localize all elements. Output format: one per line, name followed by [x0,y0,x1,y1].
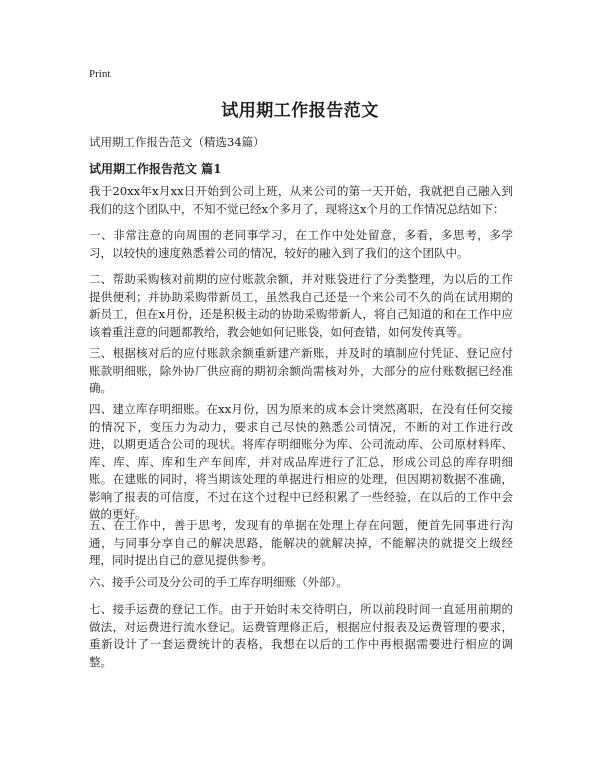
paragraph-6: 六、接手公司及分公司的手工库存明细账（外部）。 [89,575,348,589]
section-heading: 试用期工作报告范文 篇1 [89,162,222,176]
paragraph-1: 一、非常注意的向周围的老同事学习，在工作中处处留意，多看，多思考，多学习，以较快的速度熟悉着公司的情况，较好的融入到了我们的这个团队中。 [89,228,513,260]
print-link[interactable]: Print [89,68,111,80]
paragraph-3: 三、根据核对后的应付账款余额重新建产新账，并及时的填制应付凭证、登记应付账款明细账，除外协厂供应商的期初余额尚需核对外，大部分的应付账数据已经准确。 [89,346,513,395]
paragraph-4: 四、建立库存明细账。在xx月份，因为原来的成本会计突然离职，在没有任何交接的情况下，变压力为动力，要求自己尽快的熟悉公司情况，不断的对工作进行改进，以期更适合公司的现状。将库存明细账分为库、公司流动库、公司原材料库、库、库、库、库和生产车间库，并对成品库进行了汇总，形成公司总的库存明细账。在建账的同时，将当期该处理的单据进行相应的处理，但因期初数据不准确，影响了报表的可信度，不过在这个过程中已经积累了一些经验，在以后的工作中会做的更好。 [89,402,513,521]
paragraph-intro: 我于20xx年x月xx日开始到公司上班，从来公司的第一天开始，我就把自己融入到我们的这个团队中，不知不觉已经x个多月了，现将这x个月的工作情况总结如下： [89,184,513,216]
document-subtitle: 试用期工作报告范文（精选34篇） [89,135,265,149]
paragraph-2: 二、帮助采购核对前期的应付账款余额，并对账袋进行了分类整理，为以后的工作提供便利；并协助采购带新员工，虽然我自己还是一个来公司不久的尚在试用期的新员工，但在x月份，还是积极主动的协助采购带新人，将自己知道的和在工作中应该着重注意的问题都教给，教会她如何记账袋，如何查错，如何发传真等。 [89,272,513,339]
page-title: 试用期工作报告范文 [221,101,379,121]
paragraph-5: 五、在工作中，善于思考，发现有的单据在处理上存在问题，便首先同事进行沟通，与同事分享自己的解决思路，能解决的就解决掉，不能解决的就提交上级经理，同时提出自己的意见提供参考。 [89,518,513,567]
paragraph-7: 七、接手运费的登记工作。由于开始时未交待明白，所以前段时间一直延用前期的做法，对运费进行流水登记。运费管理修正后，根据应付报表及运费管理的要求，重新设计了一套运费统计的表格，我想在以后的工作中再根据需要进行相应的调整。 [89,602,513,669]
